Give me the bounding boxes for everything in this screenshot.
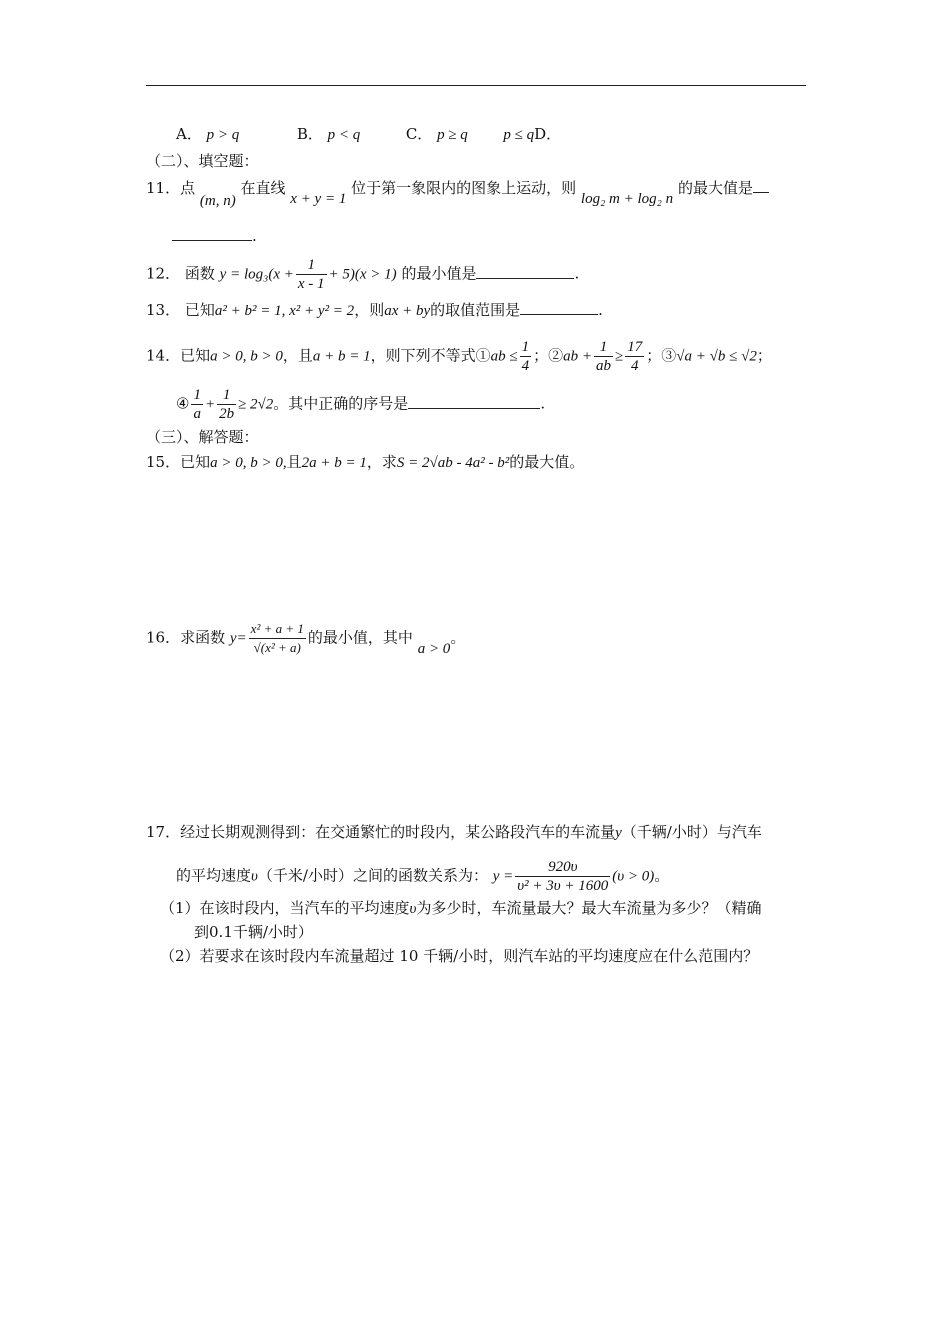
- q14-ineq1: ab ≤: [490, 348, 518, 365]
- q14-mark4: ④: [176, 394, 190, 413]
- q14-i4-tail: ≥ 2√2: [238, 396, 274, 413]
- q17-p1c: 到: [194, 923, 210, 941]
- q11-line-eq: x + y = 1: [290, 191, 347, 207]
- q15-number: 15．: [146, 453, 181, 471]
- section2-title: （二）、填空题：: [146, 152, 259, 170]
- question-16: [146, 620, 465, 657]
- q17-p1b: 为多少时，车流量最大？最大车流量为多少？（精确: [416, 899, 762, 917]
- q17-p1-v: υ: [409, 901, 417, 917]
- q13-blank: [520, 300, 598, 315]
- q13-expr: ax + by: [384, 303, 431, 319]
- q15-text4: 的最大值。: [509, 453, 585, 471]
- q11-expr: log₂ m + log₂ n: [580, 191, 674, 207]
- option-c-label: C．: [405, 125, 433, 143]
- q15-text1: 已知: [180, 453, 211, 471]
- q14-text4: 。其中正确的序号是: [273, 394, 409, 413]
- q14-cond1: a > 0, b > 0: [210, 348, 283, 365]
- q12-expr-post: + 5)(x > 1): [328, 266, 397, 283]
- q14-i4-frac2: [217, 386, 236, 423]
- q16-den: √(x² + a): [253, 640, 301, 655]
- q17-v: υ: [251, 868, 258, 885]
- q17-part1: [160, 898, 761, 919]
- q15-cond2: 2a + b = 1: [301, 455, 367, 471]
- q16-cond: a > 0: [417, 640, 451, 657]
- q12-number: 12．: [146, 264, 181, 283]
- q16-text2: 的最小值，其中: [307, 628, 413, 647]
- q11-blank-b: [172, 226, 252, 241]
- option-d-label: D．: [534, 125, 562, 143]
- q17-p1a: （1）在该时段内，当汽车的平均速度: [160, 899, 410, 917]
- q11-text2: 位于第一象限内的图象上运动，则: [351, 179, 577, 197]
- option-b-label: B．: [296, 125, 323, 143]
- q17-fraction: [515, 858, 610, 895]
- q11-point: (m, n): [199, 193, 236, 209]
- q14-i2-rnum: 17: [627, 339, 643, 355]
- q17-line1: 经过长期观测得到：在交通繁忙的时段内，某公路段汽车的车流量: [180, 823, 616, 841]
- q13-number: 13．: [146, 301, 181, 319]
- q17-number: 17．: [146, 823, 181, 841]
- q17-eq-num: 920υ: [515, 858, 610, 877]
- q14-sep2: ；③: [646, 346, 677, 365]
- q11-text3: 的最大值是: [677, 179, 753, 197]
- q14-ineq3: √a + √b ≤ √2: [676, 348, 757, 365]
- q14-cond2: a + b = 1: [312, 348, 371, 365]
- q17-line2a: 的平均速度: [176, 866, 252, 885]
- option-b-expr: p < q: [327, 127, 361, 143]
- q12-frac-num: 1: [296, 256, 327, 275]
- q17-p1e: 千辆/小时）: [232, 923, 313, 941]
- q14-text3: ，则下列不等式①: [370, 346, 491, 365]
- q17-y: y: [615, 825, 622, 841]
- q14-sep1: ；②: [533, 346, 564, 365]
- section3-title: （三）、解答题：: [146, 428, 259, 446]
- q12-frac-den: x - 1: [297, 276, 325, 292]
- q14-i1-den: 4: [521, 358, 530, 374]
- question-15: [146, 452, 584, 473]
- q11-blank-a: [753, 178, 769, 193]
- q16-fraction: [249, 620, 306, 657]
- option-c-expr: p ≥ q: [437, 127, 468, 143]
- q14-i4-frac1: [191, 386, 203, 423]
- q13-text1: 已知: [184, 301, 215, 319]
- q16-text1: 求函数: [180, 628, 226, 647]
- q11-blank-line: .: [172, 226, 257, 246]
- q11-number: 11．点: [146, 179, 196, 197]
- q14-ineq2-frac: [594, 338, 613, 375]
- q12-text2: 的最小值是: [401, 264, 477, 283]
- q17-eq-y: y =: [492, 868, 514, 885]
- q12-text1: 函数: [184, 264, 215, 283]
- q13-condition: a² + b² = 1, x² + y² = 2: [214, 303, 355, 319]
- q14-i1-num: 1: [521, 339, 530, 355]
- question-12: 12． 函数 y = log₃(x + $\frac{1}{x - 1}$ + 5)(x > 1) 的最小值是 .: [146, 257, 580, 292]
- q14-ineq2-rfrac: [625, 338, 644, 375]
- q14-i4-num2: 1: [217, 386, 236, 405]
- q17-line2b: （千米/小时）之间的函数关系为：: [257, 866, 488, 885]
- q17-part1-cont: [194, 922, 313, 942]
- q17-part2: （2）若要求在该时段内车流量超过 10 千辆/小时，则汽车站的平均速度应在什么范围内？: [160, 947, 759, 965]
- option-d-expr: p ≤ q: [503, 127, 535, 143]
- q14-i2-rden: 4: [631, 358, 639, 374]
- q14-i2-ge: ≥: [615, 348, 624, 365]
- q12-blank: [476, 264, 574, 279]
- q14-i4-plus: +: [204, 396, 216, 413]
- q14-i2-den: ab: [596, 358, 612, 374]
- q13-text2: ，则: [354, 301, 385, 319]
- q14-sep3: ；: [756, 346, 772, 365]
- q16-num: x² + a + 1: [249, 620, 306, 639]
- q14-i4-num1: 1: [193, 387, 201, 403]
- q14-i4-den2: 2b: [219, 406, 235, 422]
- q10-options: [176, 124, 561, 145]
- q14-ineq1-frac: [520, 338, 532, 375]
- question-13: 13． 已知a² + b² = 1, x² + y² = 2，则ax + by的取值范围是 .: [146, 301, 603, 319]
- q14-text1: 已知: [180, 346, 211, 365]
- q14-text2: ，且: [282, 346, 313, 365]
- q15-expr: S = 2√ab - 4a² - b²: [396, 455, 510, 471]
- q14-ineq2: ab +: [563, 348, 593, 365]
- q17-p1d: 0.1: [209, 923, 233, 941]
- q12-fraction: [296, 256, 327, 293]
- question-14-line2: ④ $\frac{1}{a}$ + $\frac{1}{2b}$ ≥ 2√2。其中正确的序号是 .: [176, 387, 546, 422]
- q16-text3: 。: [450, 628, 466, 647]
- q13-text3: 的取值范围是: [430, 301, 521, 319]
- q17-line2: [176, 858, 669, 895]
- question-11: [146, 178, 769, 209]
- q16-number: 16．: [146, 628, 181, 647]
- q16-y: y=: [229, 630, 247, 647]
- q14-number: 14．: [146, 346, 181, 365]
- question-17: [146, 822, 762, 843]
- option-a-label: A．: [176, 125, 202, 143]
- q15-cond: a > 0, b > 0,: [210, 455, 287, 471]
- q14-i2-num: 1: [594, 338, 613, 357]
- q14-i4-den1: a: [193, 406, 201, 422]
- header-rule: [146, 85, 806, 86]
- q12-expr-pre: y = log₃(x +: [219, 266, 294, 283]
- q17-eq-den: υ² + 3υ + 1600: [517, 878, 609, 894]
- q15-text3: ，求: [366, 453, 397, 471]
- option-a-expr: p > q: [206, 127, 240, 143]
- q17-end: 。: [654, 866, 670, 885]
- q17-line1b: （千辆/小时）与汽车: [621, 823, 762, 841]
- q11-text1: 在直线: [240, 179, 286, 197]
- q17-eq-cond: (υ > 0): [612, 868, 655, 885]
- q14-blank: [408, 394, 540, 409]
- q15-text2: 且: [286, 453, 302, 471]
- question-14: [146, 338, 772, 375]
